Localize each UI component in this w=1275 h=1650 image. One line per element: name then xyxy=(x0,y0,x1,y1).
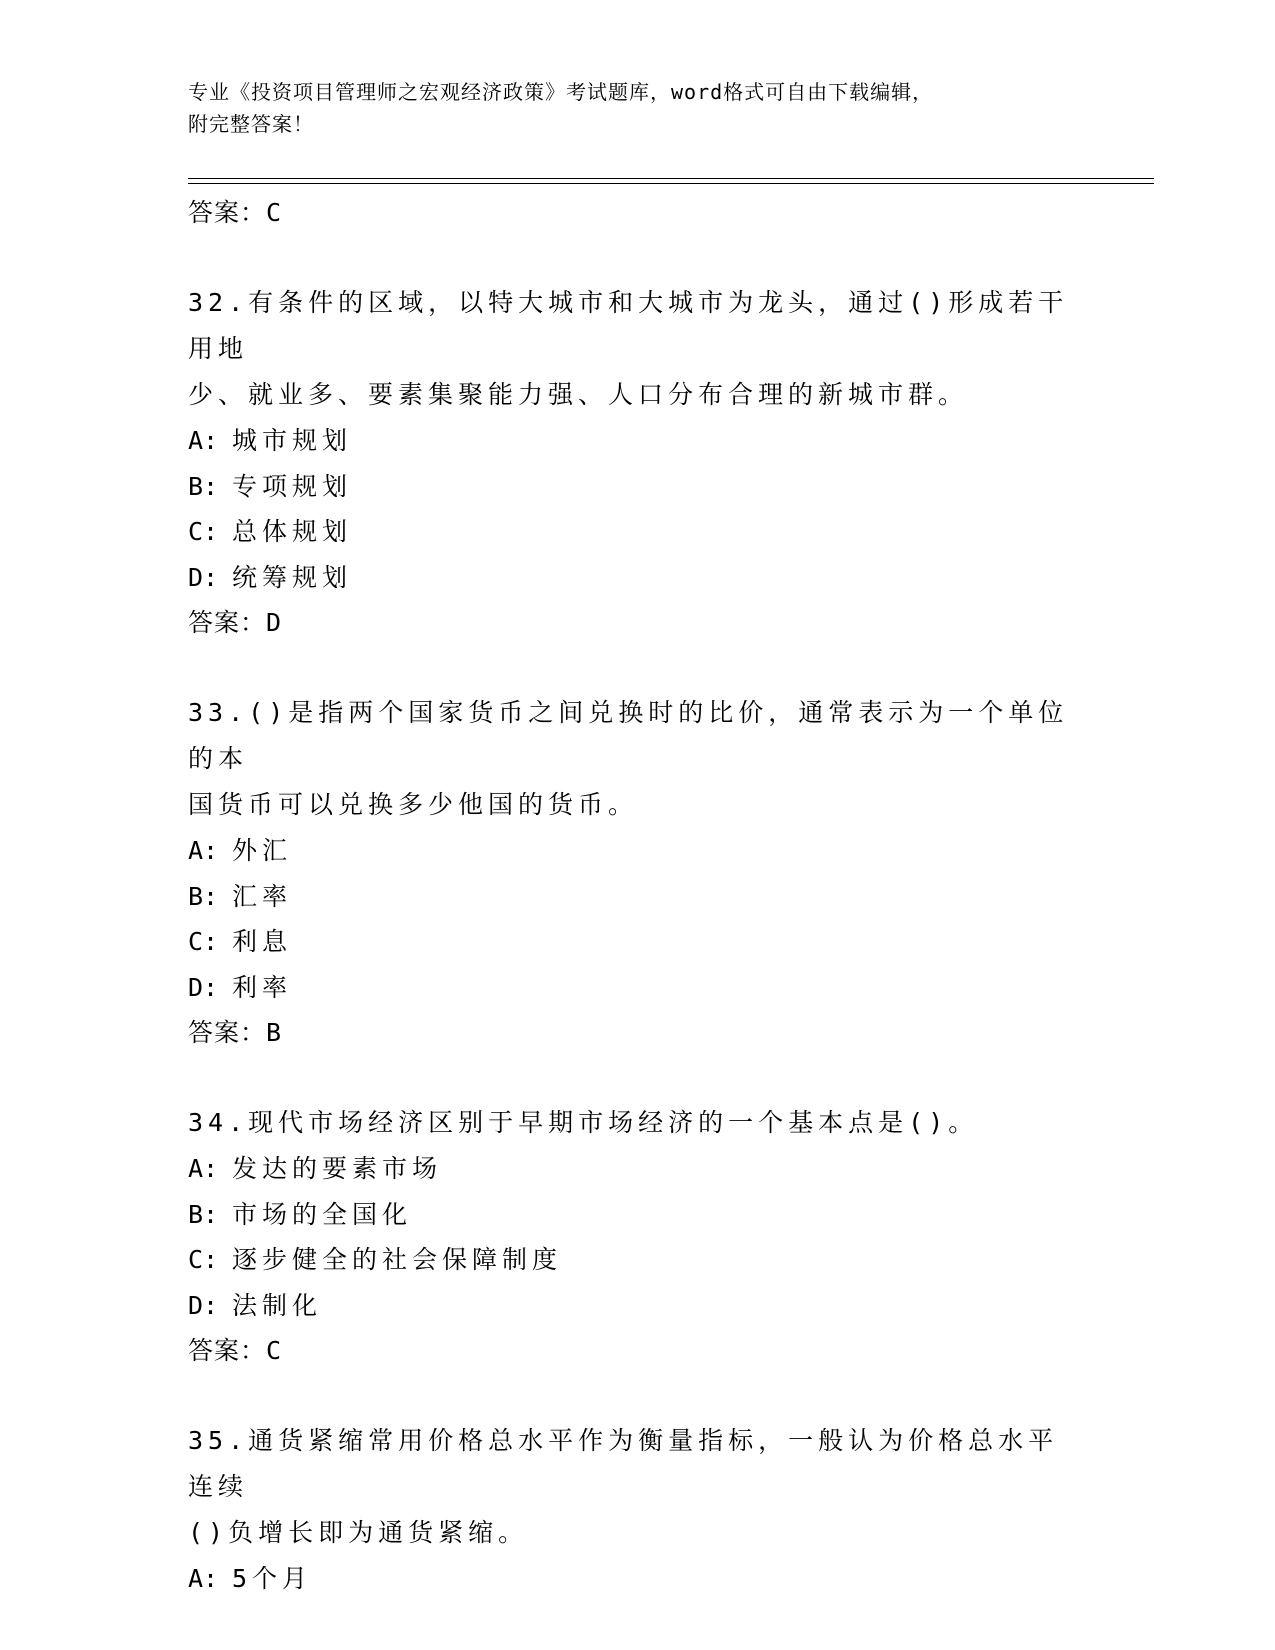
option-label: A: xyxy=(188,836,219,865)
question-33-option-b xyxy=(188,874,1078,920)
question-33-stem-line-1: 33.()是指两个国家货币之间兑换时的比价，通常表示为一个单位的本 xyxy=(188,698,1069,773)
option-label: A: xyxy=(188,426,219,455)
question-32-option-d xyxy=(188,555,1078,601)
question-35 xyxy=(188,1418,1078,1602)
question-35-option-a xyxy=(188,1556,1078,1602)
option-text: 城市规划 xyxy=(232,426,353,455)
option-text: 外汇 xyxy=(232,836,293,865)
option-label: B: xyxy=(188,1199,219,1229)
question-32-option-a xyxy=(188,418,1078,464)
previous-answer: 答案：C xyxy=(188,198,283,227)
question-32-option-b xyxy=(188,464,1078,510)
option-label: D: xyxy=(188,1290,219,1320)
header-divider-top xyxy=(188,178,1154,179)
question-34-option-b xyxy=(188,1192,1078,1238)
question-list xyxy=(188,190,1078,1602)
question-34-option-d xyxy=(188,1283,1078,1329)
question-32 xyxy=(188,280,1078,646)
question-34-option-c xyxy=(188,1237,1078,1283)
question-34-answer: 答案：C xyxy=(188,1336,283,1365)
option-text: 逐步健全的社会保障制度 xyxy=(232,1245,563,1274)
option-text: 统筹规划 xyxy=(232,562,353,592)
option-text: 利率 xyxy=(232,972,293,1002)
option-label: C: xyxy=(188,517,219,546)
option-text: 法制化 xyxy=(232,1290,323,1320)
option-label: B: xyxy=(188,881,219,911)
question-33-option-c xyxy=(188,919,1078,965)
question-33 xyxy=(188,690,1078,1056)
option-text: 汇率 xyxy=(232,881,293,911)
option-label: C: xyxy=(188,927,219,956)
question-34 xyxy=(188,1100,1078,1374)
question-33-answer: 答案：B xyxy=(188,1018,283,1047)
header-line-2: 附完整答案！ xyxy=(188,112,314,136)
question-33-option-d xyxy=(188,965,1078,1011)
question-34-option-a xyxy=(188,1146,1078,1192)
option-text: 总体规划 xyxy=(232,517,353,546)
question-33-stem-line-2: 国货币可以兑换多少他国的货币。 xyxy=(188,790,639,819)
question-32-answer: 答案：D xyxy=(188,608,283,637)
option-label: B: xyxy=(188,471,219,501)
option-label: D: xyxy=(188,972,219,1002)
option-text: 利息 xyxy=(232,927,293,956)
option-text: 市场的全国化 xyxy=(232,1199,413,1229)
question-33-option-a xyxy=(188,828,1078,874)
question-32-option-c xyxy=(188,509,1078,555)
header-line-1: 专业《投资项目管理师之宏观经济政策》考试题库，word格式可自由下载编辑， xyxy=(188,80,934,104)
option-label: A: xyxy=(188,1154,219,1183)
question-34-stem-line-1: 34.现代市场经济区别于早期市场经济的一个基本点是()。 xyxy=(188,1108,979,1137)
option-label: D: xyxy=(188,562,219,592)
question-32-stem-line-2: 少、就业多、要素集聚能力强、人口分布合理的新城市群。 xyxy=(188,380,969,409)
document-header xyxy=(188,76,1068,140)
option-text: 专项规划 xyxy=(232,471,353,501)
question-32-stem-line-1: 32.有条件的区域，以特大城市和大城市为龙头，通过()形成若干用地 xyxy=(188,288,1069,363)
question-35-stem-line-2: ()负增长即为通货紧缩。 xyxy=(188,1518,529,1547)
option-label: A: xyxy=(188,1564,219,1593)
header-divider-bottom xyxy=(188,183,1154,184)
question-35-stem-line-1: 35.通货紧缩常用价格总水平作为衡量指标，一般认为价格总水平连续 xyxy=(188,1426,1059,1501)
option-label: C: xyxy=(188,1245,219,1274)
option-text: 5个月 xyxy=(232,1564,313,1593)
option-text: 发达的要素市场 xyxy=(232,1154,443,1183)
